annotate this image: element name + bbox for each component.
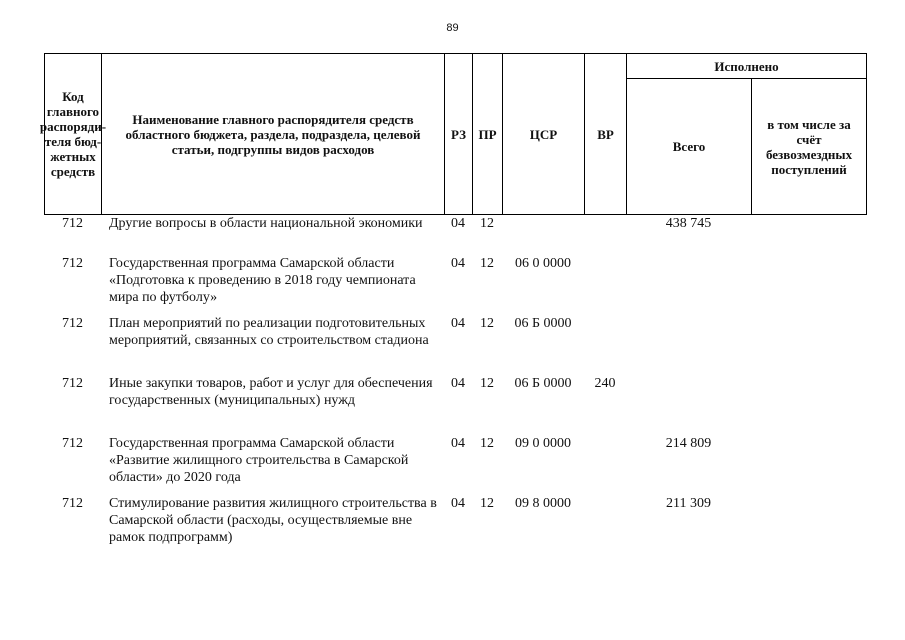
row-rz: 04 xyxy=(451,436,465,451)
row-code: 712 xyxy=(62,496,83,511)
row-pr: 12 xyxy=(480,216,494,231)
row-name: Стимулирование развития жилищного строительства в Самарской области (расходы, осуществляемые вне рамок подпрограмм) xyxy=(109,496,437,545)
row-csr: 06 0 0000 xyxy=(515,256,571,271)
header-name: Наименование главного распорядителя средств областного бюджета, раздела, подраздела, целевой статьи, подгруппы видов расходов xyxy=(102,54,445,215)
row-name: Другие вопросы в области национальной экономики xyxy=(109,216,423,231)
row-pr: 12 xyxy=(480,436,494,451)
row-code: 712 xyxy=(62,436,83,451)
row-total: 438 745 xyxy=(665,216,712,231)
header-executed: Исполнено xyxy=(627,54,867,79)
page-number: 89 xyxy=(446,22,459,34)
row-name: Иные закупки товаров, работ и услуг для обеспечения государственных (муниципальных) нужд xyxy=(109,376,433,408)
row-csr: 09 8 0000 xyxy=(515,496,571,511)
row-name: Государственная программа Самарской области «Подготовка к проведению в 2018 году чемпионата мира по футболу» xyxy=(109,256,416,305)
row-csr: 06 Б 0000 xyxy=(514,376,572,391)
row-name: Государственная программа Самарской области «Развитие жилищного строительства в Самарской области» до 2020 года xyxy=(109,436,409,485)
row-code: 712 xyxy=(62,256,83,271)
row-csr: 09 0 0000 xyxy=(515,436,571,451)
header-csr: ЦСР xyxy=(503,54,585,215)
row-vr: 240 xyxy=(594,376,616,391)
header-rz: РЗ xyxy=(445,54,473,215)
row-name: План мероприятий по реализации подготовительных мероприятий, связанных со строительством стадиона xyxy=(109,316,429,348)
header-vr: ВР xyxy=(585,54,627,215)
row-rz: 04 xyxy=(451,256,465,271)
row-pr: 12 xyxy=(480,316,494,331)
header-pr: ПР xyxy=(473,54,503,215)
row-csr: 06 Б 0000 xyxy=(514,316,572,331)
row-rz: 04 xyxy=(451,376,465,391)
row-rz: 04 xyxy=(451,316,465,331)
row-pr: 12 xyxy=(480,376,494,391)
header-code: Код главного распоряди-теля бюд-жетных средств xyxy=(45,54,102,215)
row-rz: 04 xyxy=(451,496,465,511)
row-total: 211 309 xyxy=(666,496,711,511)
row-code: 712 xyxy=(62,216,83,231)
row-code: 712 xyxy=(62,376,83,391)
row-total: 214 809 xyxy=(665,436,712,451)
row-code: 712 xyxy=(62,316,83,331)
table-header xyxy=(39,53,867,215)
row-pr: 12 xyxy=(480,256,494,271)
header-free: в том числе за счёт безвозмездных поступлений xyxy=(752,79,867,215)
header-total: Всего xyxy=(627,79,752,215)
row-rz: 04 xyxy=(451,216,465,231)
row-pr: 12 xyxy=(480,496,494,511)
